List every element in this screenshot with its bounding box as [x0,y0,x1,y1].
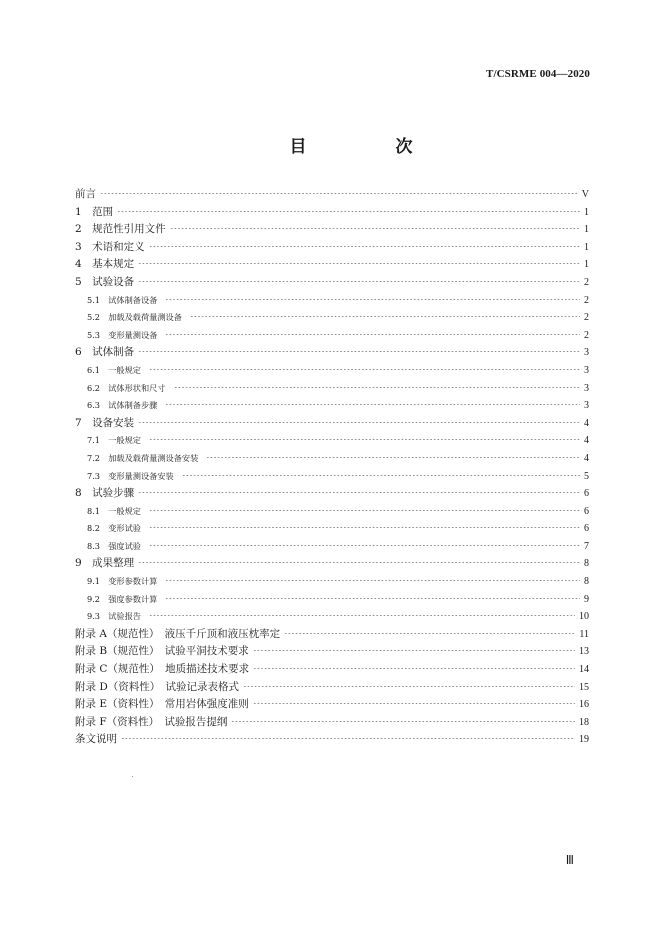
toc-entry[interactable] [75,696,589,714]
toc-entry[interactable] [75,626,589,644]
toc-entry-page: 2 [584,276,589,288]
toc-entry-page: 4 [584,452,589,464]
dot-leader [100,193,578,194]
toc-entry[interactable] [75,520,589,538]
toc-entry-label: 条文说明 [75,733,117,746]
dot-leader [138,562,580,563]
dot-leader [138,422,580,423]
page-folio: Ⅲ [565,853,574,867]
toc-entry-page: 4 [584,417,589,429]
toc-entry-page: 3 [584,364,589,376]
toc-entry-label: 9.1 变形参数计算 [87,576,158,587]
toc-entry-label: 7.2 加载及载荷量测设备安装 [87,452,199,463]
toc-entry-page: 2 [584,294,589,306]
toc-entry-label: 附录 D（资料性） 试验记录表格式 [75,680,240,693]
toc-entry-label: 8 试验步骤 [75,487,135,500]
toc-entry-page: 8 [584,576,589,588]
toc-entry-label: 7 设备安装 [75,416,135,429]
toc-entry-label: 前言 [75,188,96,200]
dot-leader [243,686,575,687]
toc-entry[interactable] [75,204,589,222]
toc-entry[interactable] [75,432,589,450]
dot-leader [253,668,575,669]
toc-entry-page: 19 [579,734,589,746]
toc-entry-label: 6.3 试体制备步骤 [87,400,158,411]
toc-entry-page: 6 [584,523,589,535]
toc-entry-label: 5.3 变形量测设备 [87,329,158,340]
toc-entry-page: 15 [579,681,589,693]
toc-entry-page: 3 [584,382,589,394]
dot-leader [165,299,580,300]
dot-leader [138,492,580,493]
toc-entry[interactable] [75,292,589,310]
toc-entry-page: 3 [584,347,589,359]
toc-entry-label: 2 规范性引用文件 [75,223,166,236]
toc-entry-page: 9 [584,593,589,605]
toc-entry[interactable] [75,274,589,292]
dot-leader [182,475,580,476]
toc-entry[interactable] [75,327,589,345]
dot-leader [253,650,575,651]
toc-entry-page: 14 [579,664,589,676]
toc-entry-page: 18 [579,716,589,728]
toc-entry-page: 4 [584,435,589,447]
dot-leader [149,439,580,440]
toc-entry[interactable] [75,608,589,626]
toc-entry[interactable] [75,186,589,204]
page-title: 目 次 [289,137,449,157]
table-of-contents [75,186,589,749]
toc-entry[interactable] [75,573,589,591]
dot-leader [117,211,580,212]
dot-leader [149,615,575,616]
toc-entry-label: 1 范围 [75,205,114,218]
toc-entry[interactable] [75,643,589,661]
toc-entry[interactable] [75,362,589,380]
toc-entry-label: 8.3 强度试验 [87,540,141,551]
toc-entry-label: 9.2 强度参数计算 [87,593,158,604]
toc-entry[interactable] [75,591,589,609]
toc-entry-page: V [581,189,589,200]
toc-entry[interactable] [75,538,589,556]
toc-entry[interactable] [75,344,589,362]
toc-entry-label: 6 试体制备 [75,346,135,359]
toc-entry-label: 9 成果整理 [75,557,135,570]
dot-leader [190,316,580,317]
toc-entry-label: 9.3 试验报告 [87,611,141,622]
toc-entry-page: 2 [584,312,589,324]
toc-entry[interactable] [75,555,589,573]
dot-leader [149,510,580,511]
dot-leader [170,228,580,229]
toc-entry-page: 1 [584,206,589,218]
toc-entry[interactable] [75,661,589,679]
dot-leader [253,703,575,704]
dot-leader [165,580,580,581]
toc-entry[interactable] [75,503,589,521]
toc-entry-page: 11 [579,628,589,640]
dot-leader [149,369,580,370]
toc-entry[interactable] [75,380,589,398]
dot-leader [165,598,580,599]
toc-entry-page: 16 [579,699,589,711]
toc-entry-label: 8.2 变形试验 [87,523,141,534]
toc-entry-label: 6.2 试体形状和尺寸 [87,382,166,393]
toc-entry-page: 3 [584,400,589,412]
toc-entry-label: 5.1 试体制备设备 [87,294,158,305]
toc-entry-page: 6 [584,488,589,500]
toc-entry-page: 1 [584,259,589,271]
toc-entry[interactable] [75,450,589,468]
toc-entry-label: 7.3 变形量测设备安装 [87,470,174,481]
toc-entry[interactable] [75,468,589,486]
toc-entry-label: 附录 B（规范性） 试验平洞技术要求 [75,645,249,658]
dot-leader [206,457,580,458]
toc-entry[interactable] [75,239,589,257]
toc-entry-page: 1 [584,224,589,236]
toc-entry[interactable] [75,221,589,239]
toc-entry[interactable] [75,714,589,732]
toc-entry[interactable] [75,415,589,433]
dot-leader [138,263,580,264]
dot-leader [165,334,580,335]
toc-entry-page: 1 [584,241,589,253]
toc-entry-page: 2 [584,329,589,341]
toc-entry-label: 附录 A（规范性） 液压千斤顶和液压枕率定 [75,627,281,640]
toc-entry-label: 8.1 一般规定 [87,505,141,516]
toc-entry-label: 附录 F（资料性） 试验报告提纲 [75,715,228,728]
dot-leader [149,246,580,247]
speck [132,776,133,777]
standard-number: T/CSRME 004—2020 [486,68,590,80]
dot-leader [174,387,580,388]
toc-entry-label: 附录 E（资料性） 常用岩体强度准则 [75,698,249,711]
toc-entry-page: 8 [584,558,589,570]
toc-entry-label: 5.2 加载及载荷量测设备 [87,312,182,323]
dot-leader [284,633,575,634]
toc-entry-page: 13 [579,646,589,658]
toc-entry[interactable] [75,256,589,274]
dot-leader [149,545,580,546]
toc-entry[interactable] [75,731,589,749]
toc-entry-page: 10 [579,611,589,623]
dot-leader [121,738,575,739]
toc-entry[interactable] [75,485,589,503]
dot-leader [165,404,580,405]
toc-entry-label: 7.1 一般规定 [87,435,141,446]
dot-leader [138,281,580,282]
dot-leader [149,527,580,528]
toc-entry[interactable] [75,309,589,327]
toc-entry-page: 5 [584,470,589,482]
toc-entry-label: 附录 C（规范性） 地质描述技术要求 [75,663,250,676]
toc-entry[interactable] [75,397,589,415]
dot-leader [231,721,575,722]
toc-entry-label: 4 基本规定 [75,258,135,271]
toc-entry-label: 3 术语和定义 [75,240,145,253]
dot-leader [138,351,580,352]
toc-entry-label: 6.1 一般规定 [87,364,141,375]
toc-entry[interactable] [75,679,589,697]
toc-entry-page: 7 [584,540,589,552]
toc-entry-label: 5 试验设备 [75,275,135,288]
toc-entry-page: 6 [584,505,589,517]
